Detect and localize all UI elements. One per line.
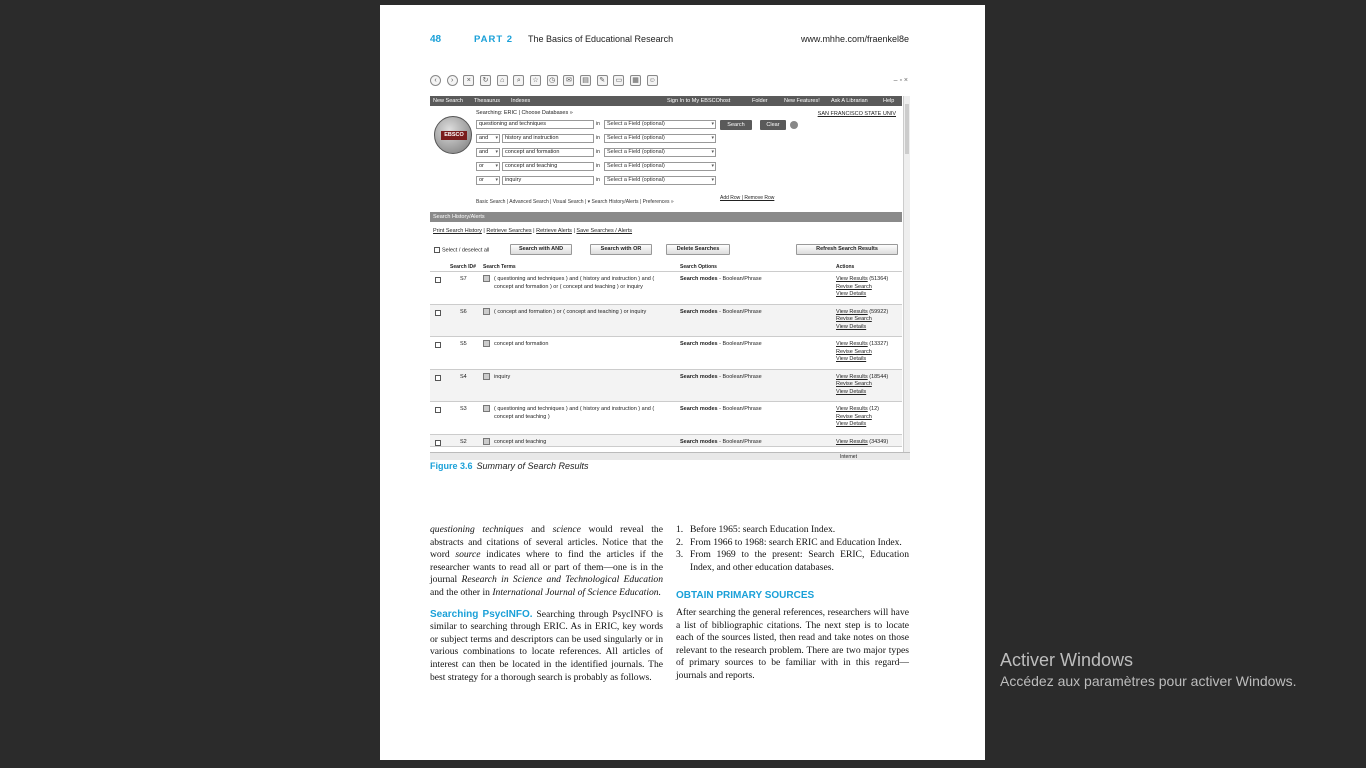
table-row: S4 inquiry Search modes - Boolean/Phrase View Results (18544) Revise Search View Details (430, 370, 902, 403)
history-icon: ◷ (547, 75, 558, 86)
browser-status-bar (430, 452, 910, 460)
discuss-icon: ▭ (613, 75, 624, 86)
search-term-field: inquiry (502, 176, 594, 185)
boolean-select: and ▾ (476, 148, 500, 157)
table-row: S2 concept and teaching Search modes - Boolean/Phrase View Results (34349) (430, 435, 902, 447)
part-title: The Basics of Educational Research (528, 34, 674, 44)
ebsco-nav-bar (430, 96, 902, 106)
list-item: 3. From 1969 to the present: Search ERIC, Education Index, and other education databases. (676, 549, 909, 573)
messenger-icon: ☺ (648, 77, 656, 84)
field-select: Select a Field (optional) ▾ (604, 120, 716, 129)
select-all: Select / deselect all (434, 247, 489, 253)
browser-toolbar (430, 75, 910, 93)
figure-caption (430, 461, 589, 471)
add-remove-row: Add Row | Remove Row (720, 195, 775, 201)
nav-new-features: New Features! (784, 98, 820, 104)
nav-thesaurus: Thesaurus (474, 98, 500, 104)
mail-icon: ✉ (563, 75, 574, 86)
print-icon: ▤ (580, 75, 591, 86)
back-icon: ‹ (430, 75, 441, 86)
list-item: 2. From 1966 to 1968: search ERIC and Education Index. (676, 536, 902, 548)
ebsco-screenshot-figure (430, 72, 910, 460)
search-icon: ⌕ (513, 75, 524, 86)
field-select: Select a Field (optional) ▾ (604, 162, 716, 171)
status-zone: Internet (840, 454, 857, 460)
table-row: S6 ( concept and formation ) or ( concept and teaching ) or inquiry Search modes - Boolean/Phrase View Results (59922) Revise Search View Details (430, 305, 902, 338)
history-bar: Search History/Alerts (430, 212, 902, 222)
search-panel: EBSCO Searching: ERIC | Choose Databases » SAN FRANCISCO STATE UNIV questioning and techniques in Select a Field (optional) ▾ and ▾ history and instruction in Select a Field (optional) ▾ and ▾ concept and formation in Select a Field (optional) ▾ or ▾ concept and teaching in Select a Field (optional) ▾ or ▾ inquiry in Select a Field (optional) ▾ Search Clear Add Row | Remove Row Basic Search | Advanced Search | Visual Search | ▾ Search History/Alerts | Preferences » (430, 106, 902, 210)
paragraph: Searching PsycINFO. Searching through PsycINFO is similar to searching through ERIC. As in ERIC, key words or subject terms and descriptors can be used singularly or in various combinations to locate references. All articles of interest can then be located in the identified journals. The best strategy for a thorough search is probably as follows. (430, 608, 663, 683)
boolean-select: or ▾ (476, 162, 500, 171)
figure-label: Figure 3.6 (430, 461, 473, 471)
part-label: PART 2 (474, 34, 514, 45)
nav-folder: Folder (752, 98, 768, 104)
search-term-field: concept and teaching (502, 162, 594, 171)
document-page (380, 5, 985, 760)
nav-help: Help (883, 98, 895, 104)
section-heading: OBTAIN PRIMARY SOURCES (676, 590, 815, 602)
running-header (430, 34, 909, 48)
history-links: Print Search History | Retrieve Searches | Retrieve Alerts | Save Searches / Alerts (433, 228, 633, 234)
search-and-button: Search with AND (510, 244, 572, 255)
university-label: SAN FRANCISCO STATE UNIV (817, 111, 896, 117)
table-row: S3 ( questioning and techniques ) and ( history and instruction ) and ( concept and teaching ) Search modes - Boolean/Phrase View Results (12) Revise Search View Details (430, 402, 902, 435)
search-mode-links: Basic Search | Advanced Search | Visual Search | ▾ Search History/Alerts | Preferences » (476, 199, 674, 205)
paragraph: After searching the general references, researchers will have a list of bibliographic citations. The next step is to locate each of the sources listed, then read and take notes on those relevant to the research problem. There are two major types of primary sources to be familiar with in this regard—journals and reports. (676, 606, 909, 681)
ebsco-logo: EBSCO (434, 116, 472, 154)
paragraph: questioning techniques and science would reveal the abstracts and citations of several articles. Notice that the word source indicates where to find the articles if the researcher wants to read all or part of them—one is in the journal Research in Science and Technological Education and the other in International Journal of Science Education. (430, 524, 663, 598)
figure-title: Summary of Search Results (476, 461, 589, 471)
refresh-results-button: Refresh Search Results (796, 244, 898, 255)
field-select: Select a Field (optional) ▾ (604, 176, 716, 185)
research-icon: ▦ (630, 75, 641, 86)
search-or-button: Search with OR (590, 244, 652, 255)
edit-icon: ✎ (597, 75, 608, 86)
nav-new-search: New Search (433, 98, 463, 104)
refresh-icon: ↻ (480, 75, 491, 86)
page-number: 48 (430, 34, 442, 45)
boolean-select: and ▾ (476, 134, 500, 143)
right-column (676, 524, 909, 692)
left-column (430, 524, 663, 693)
activation-subtitle: Accédez aux paramètres pour activer Windows. (1000, 673, 1297, 689)
help-icon (790, 121, 798, 129)
field-select: Select a Field (optional) ▾ (604, 134, 716, 143)
forward-icon: › (447, 75, 458, 86)
table-row: S7 ( questioning and techniques ) and ( history and instruction ) and ( concept and formation ) or ( concept and teaching ) or inquiry Search modes - Boolean/Phrase View Results (51364) Revise Search View Details (430, 272, 902, 305)
window-controls: – ▫ × (893, 77, 908, 84)
search-term-field: questioning and techniques (476, 120, 594, 129)
nav-indexes: Indexes (511, 98, 531, 104)
list-item: 1. Before 1965: search Education Index. (676, 524, 836, 535)
strategy-list (676, 524, 909, 574)
searching-label: Searching: ERIC | Choose Databases » (476, 110, 573, 116)
search-term-field: concept and formation (502, 148, 594, 157)
screenshot-scrollbar (903, 96, 910, 452)
favorites-icon: ☆ (530, 75, 541, 86)
run-in-heading: Searching PsycINFO. (430, 608, 533, 620)
clear-button: Clear (760, 120, 786, 130)
header-url: www.mhhe.com/fraenkel8e (800, 34, 909, 44)
stop-icon: × (463, 75, 474, 86)
home-icon: ⌂ (497, 75, 508, 86)
search-history-table (430, 262, 902, 447)
table-row: S5 concept and formation Search modes - Boolean/Phrase View Results (13327) Revise Search View Details (430, 337, 902, 370)
delete-searches-button: Delete Searches (666, 244, 730, 255)
nav-ask-librarian: Ask A Librarian (831, 98, 868, 104)
windows-activation-watermark (1000, 650, 1296, 689)
field-select: Select a Field (optional) ▾ (604, 148, 716, 157)
nav-sign-in: Sign In to My EBSCOhost (667, 98, 731, 104)
table-header: Search ID# Search Terms Search Options Actions (430, 262, 902, 272)
search-button: Search (720, 120, 752, 130)
activation-title: Activer Windows (1000, 650, 1134, 670)
search-term-field: history and instruction (502, 134, 594, 143)
boolean-select: or ▾ (476, 176, 500, 185)
